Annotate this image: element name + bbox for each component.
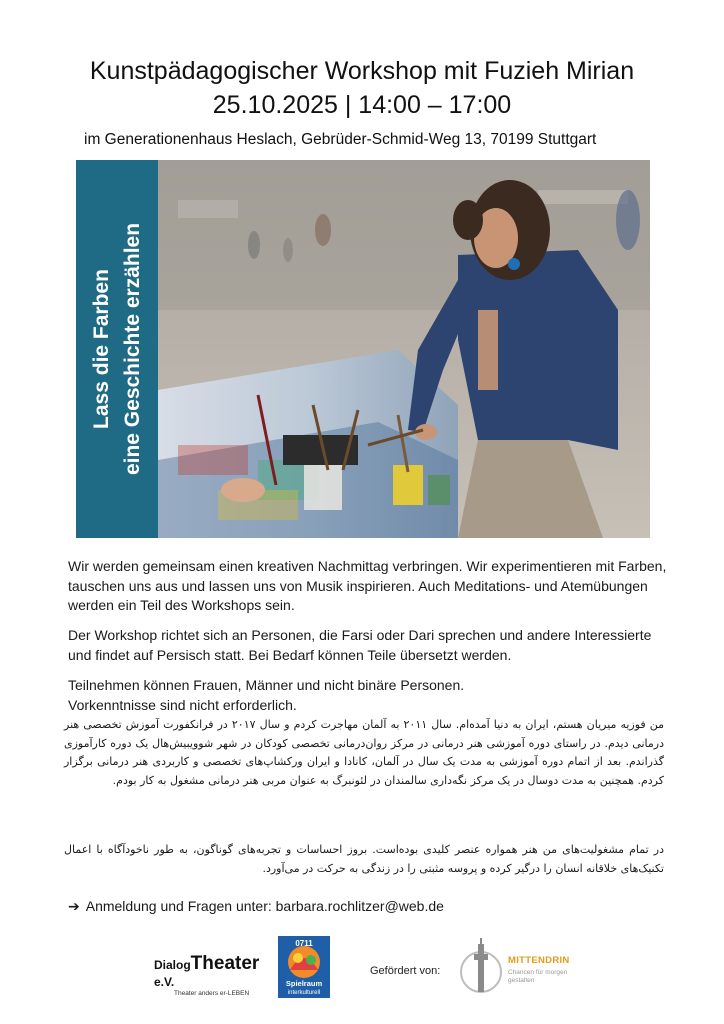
slogan-band — [76, 160, 158, 538]
dialogtheater-prefix: Dialog — [154, 958, 191, 972]
persian-paragraph-2: در تمام مشغولیت‌های من هنر همواره عنصر کلیدی بوده‌است. بروز احساسات و تجربه‌های گوناگون، به طور ناخودآگاه با اعمال تکنیک‌های خلاقانه انسان را درگیر کرده و پروسه مثبتی را در زندگی به حرکت در می‌آورد. — [64, 843, 664, 875]
dialogtheater-suffix: e.V. — [154, 975, 175, 989]
arrow-right-icon: ➔ — [68, 899, 80, 915]
spielraum-number: 0711 — [295, 939, 313, 948]
participation-line-2: Vorkenntnisse sind nicht erforderlich. — [68, 696, 297, 713]
slogan-line-2: eine Geschichte erzählen — [121, 222, 144, 476]
mittendrin-name: MITTENDRIN — [508, 955, 570, 966]
dialogtheater-logo — [154, 953, 276, 997]
contact-line — [68, 898, 444, 915]
tower-icon — [457, 938, 505, 998]
page-title: Kunstpädagogischer Workshop mit Fuzieh Mirian — [89, 57, 635, 85]
mittendrin-tagline: Chancen für morgen gestalten — [508, 969, 568, 984]
participation-line-1: Teilnehmen können Frauen, Männer und nicht binäre Personen. — [68, 677, 465, 693]
spielraum-logo — [278, 936, 330, 998]
participation-paragraph — [68, 676, 668, 715]
hero-section — [76, 160, 650, 538]
sponsor-label: Gefördert von: — [370, 965, 441, 977]
event-date-time: 25.10.2025 | 14:00 – 17:00 — [212, 91, 512, 119]
workshop-photo — [158, 160, 650, 538]
slogan-text — [86, 223, 148, 475]
dialogtheater-name: Theater — [190, 953, 260, 974]
spielraum-line-1: Spielraum — [285, 979, 323, 988]
dialogtheater-tagline: Theater anders er-LEBEN — [174, 990, 250, 997]
venue-address: im Generationenhaus Heslach, Gebrüder-Schmid-Weg 13, 70199 Stuttgart — [84, 131, 597, 148]
slogan-line-1: Lass die Farben — [90, 269, 113, 429]
audience-paragraph: Der Workshop richtet sich an Personen, die Farsi oder Dari sprechen und andere Interessierte und findet auf Persisch statt. Bei Bedarf können Teile übersetzt werden. — [68, 627, 652, 663]
persian-paragraph-1: من فوزیه میریان هستم، ایران به دنیا آمده‌ام. سال ۲۰۱۱ به آلمان مهاجرت کردم و سال ۲۰۱۷ در فرانکفورت آموزش تخصصی هنر درمانی دیدم. در راستای دوره آموزشی هنر درمانی در مرکز روان‌درمانی تخصصی کودکان در شهر شوویبیش‌هال یک دوره کارآموزی گذراندم. بعد از اتمام دوره آموزشی به مدت یک سال در آلمان، کانادا و ایران ورکشاپ‌های تخصصی و کاربردی هنر درمانی برگزار کردم. همچنین به مدت دوسال در یک مرکز نگه‌داری سالمندان در لئونبرگ به عنوان مربی هنر درمانی مشغول به کار بودم. — [64, 718, 664, 787]
spielraum-line-2: interkulturell — [287, 990, 321, 996]
mittendrin-logo — [457, 938, 587, 998]
intro-paragraph: Wir werden gemeinsam einen kreativen Nachmittag verbringen. Wir experimentieren mit Farben, tauschen uns aus und lassen uns von Musik inspirieren. Auch Meditations- und Atemübungen werden ein Teil des Workshops sein. — [68, 558, 667, 613]
contact-text: Anmeldung und Fragen unter: barbara.rochlitzer@web.de — [85, 898, 444, 914]
